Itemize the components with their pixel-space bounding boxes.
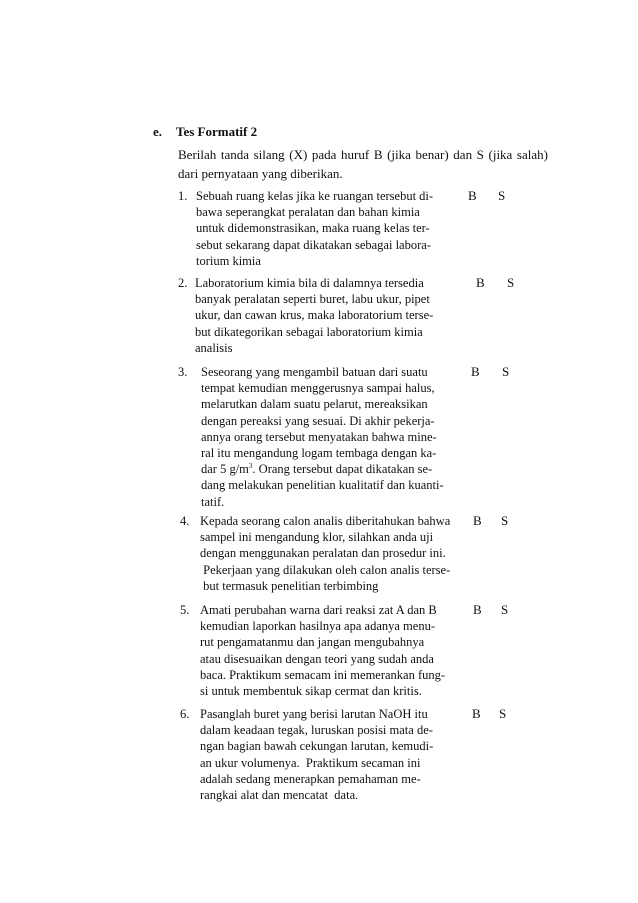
question-item-3 [178, 364, 444, 510]
question-line-text: dar 5 g/m [201, 462, 249, 477]
instruction-word: S [476, 147, 484, 162]
question-line: Pasanglah buret yang berisi larutan NaOH itu [200, 707, 428, 721]
instruction-word: tanda [220, 147, 250, 162]
question-line: melarutkan dalam suatu pelarut, mereaksikan [201, 397, 428, 412]
question-line: atau disesuaikan dengan teori yang sudah anda [200, 651, 434, 666]
question-line: torium kimia [196, 253, 261, 268]
choice-s: S [498, 188, 506, 203]
instruction-word: Berilah [178, 147, 217, 162]
question-number: 4. [180, 514, 190, 528]
question-item-5 [180, 602, 445, 699]
question-line: annya orang tersebut menyatakan bahwa mine- [201, 429, 437, 444]
question-line-text: . Orang tersebut dapat dikatakan se- [252, 462, 433, 477]
instruction-word: pada [311, 147, 337, 162]
instruction-word: dan [453, 147, 473, 162]
question-line-text: ral itu mengandung logam tembaga dengan ka- [201, 446, 437, 461]
question-line: dengan pereaksi yang sesuai. Di akhir pekerja- [201, 413, 435, 428]
instruction-text [178, 145, 548, 183]
question-number: 5. [180, 603, 190, 617]
question-item-2 [178, 275, 433, 356]
question-line: ngan bagian bawah cekungan larutan, kemudi- [200, 739, 434, 754]
question-line: but termasuk penelitian terbimbing [200, 578, 379, 593]
choice-b: B [476, 275, 485, 290]
section-letter: e. [153, 124, 163, 139]
choice-s: S [499, 706, 507, 721]
question-line: baca. Praktikum semacam ini memerankan fung- [200, 667, 446, 682]
section-title: Tes Formatif 2 [176, 124, 258, 139]
question-line: ukur, dan cawan krus, maka laboratorium terse- [195, 308, 434, 323]
choice-s: S [502, 364, 510, 379]
choice-s: S [507, 275, 515, 290]
choice-b: B [473, 513, 482, 528]
question-line: sebut sekarang dapat dikatakan sebagai labora- [196, 237, 431, 252]
choice-b: B [471, 364, 480, 379]
instruction-word: huruf [341, 147, 370, 162]
question-line: Kepada seorang calon analis diberitahukan bahwa [200, 514, 451, 528]
question-item-1 [178, 188, 433, 269]
instruction-word: benar) [415, 147, 449, 162]
question-line: dalam keadaan tegak, luruskan posisi mata de- [200, 723, 433, 738]
instruction-line-1 [178, 145, 548, 164]
question-number: 3. [178, 365, 188, 379]
choice-s: S [501, 602, 509, 617]
question-line: an ukur volumenya. Praktikum secaman ini [200, 755, 421, 770]
question-number: 1. [178, 189, 188, 203]
question-item-4 [180, 513, 450, 594]
question-line: Amati perubahan warna dari reaksi zat A dan B [200, 603, 437, 617]
question-line: tatif. [201, 494, 225, 509]
instruction-line-2: dari pernyataan yang diberikan. [178, 166, 343, 181]
question-line: Seseorang yang mengambil batuan dari suatu [201, 365, 428, 379]
instruction-word: (jika [488, 147, 513, 162]
question-line: but dikategorikan sebagai laboratorium kimia [195, 324, 423, 339]
question-line: rangkai alat dan mencatat data. [200, 788, 359, 803]
question-line: adalah sedang menerapkan pemahaman me- [200, 771, 421, 786]
question-line: kemudian laporkan hasilnya apa adanya menu- [200, 619, 435, 634]
question-number: 2. [178, 276, 188, 290]
choice-b: B [473, 602, 482, 617]
instruction-word: silang [253, 147, 285, 162]
question-line: si untuk membentuk sikap cermat dan kritis. [200, 684, 422, 699]
question-line: tempat kemudian menggerusnya sampai halus, [201, 381, 435, 396]
question-line: banyak peralatan seperti buret, labu ukur, pipet [195, 292, 430, 307]
question-line: untuk didemonstrasikan, maka ruang kelas ter- [196, 221, 430, 236]
instruction-word: (X) [289, 147, 308, 162]
question-line: analisis [195, 340, 233, 355]
question-line: dengan menggunakan peralatan dan prosedur ini. [200, 546, 446, 561]
question-line: dang melakukan penelitian kualitatif dan kuanti- [201, 478, 444, 493]
superscript-3: 3 [248, 462, 253, 471]
section-heading [153, 124, 257, 140]
question-line [178, 461, 444, 477]
question-number: 6. [180, 707, 190, 721]
choice-b: B [468, 188, 477, 203]
question-line: rut pengamatanmu dan jangan mengubahnya [200, 635, 425, 650]
choice-s: S [501, 513, 509, 528]
instruction-word: salah) [516, 147, 548, 162]
instruction-word: (jika [387, 147, 411, 162]
question-line: bawa seperangkat peralatan dan bahan kimia [196, 205, 420, 220]
question-line: Pekerjaan yang dilakukan oleh calon analis terse- [200, 562, 451, 577]
choice-b: B [472, 706, 481, 721]
question-item-6 [180, 706, 433, 803]
question-line: Laboratorium kimia bila di dalamnya tersedia [195, 276, 424, 290]
instruction-word: B [373, 147, 383, 162]
question-line: Sebuah ruang kelas jika ke ruangan tersebut di- [196, 189, 434, 203]
question-line: sampel ini mengandung klor, silahkan anda uji [200, 530, 434, 545]
question-line [178, 445, 444, 461]
